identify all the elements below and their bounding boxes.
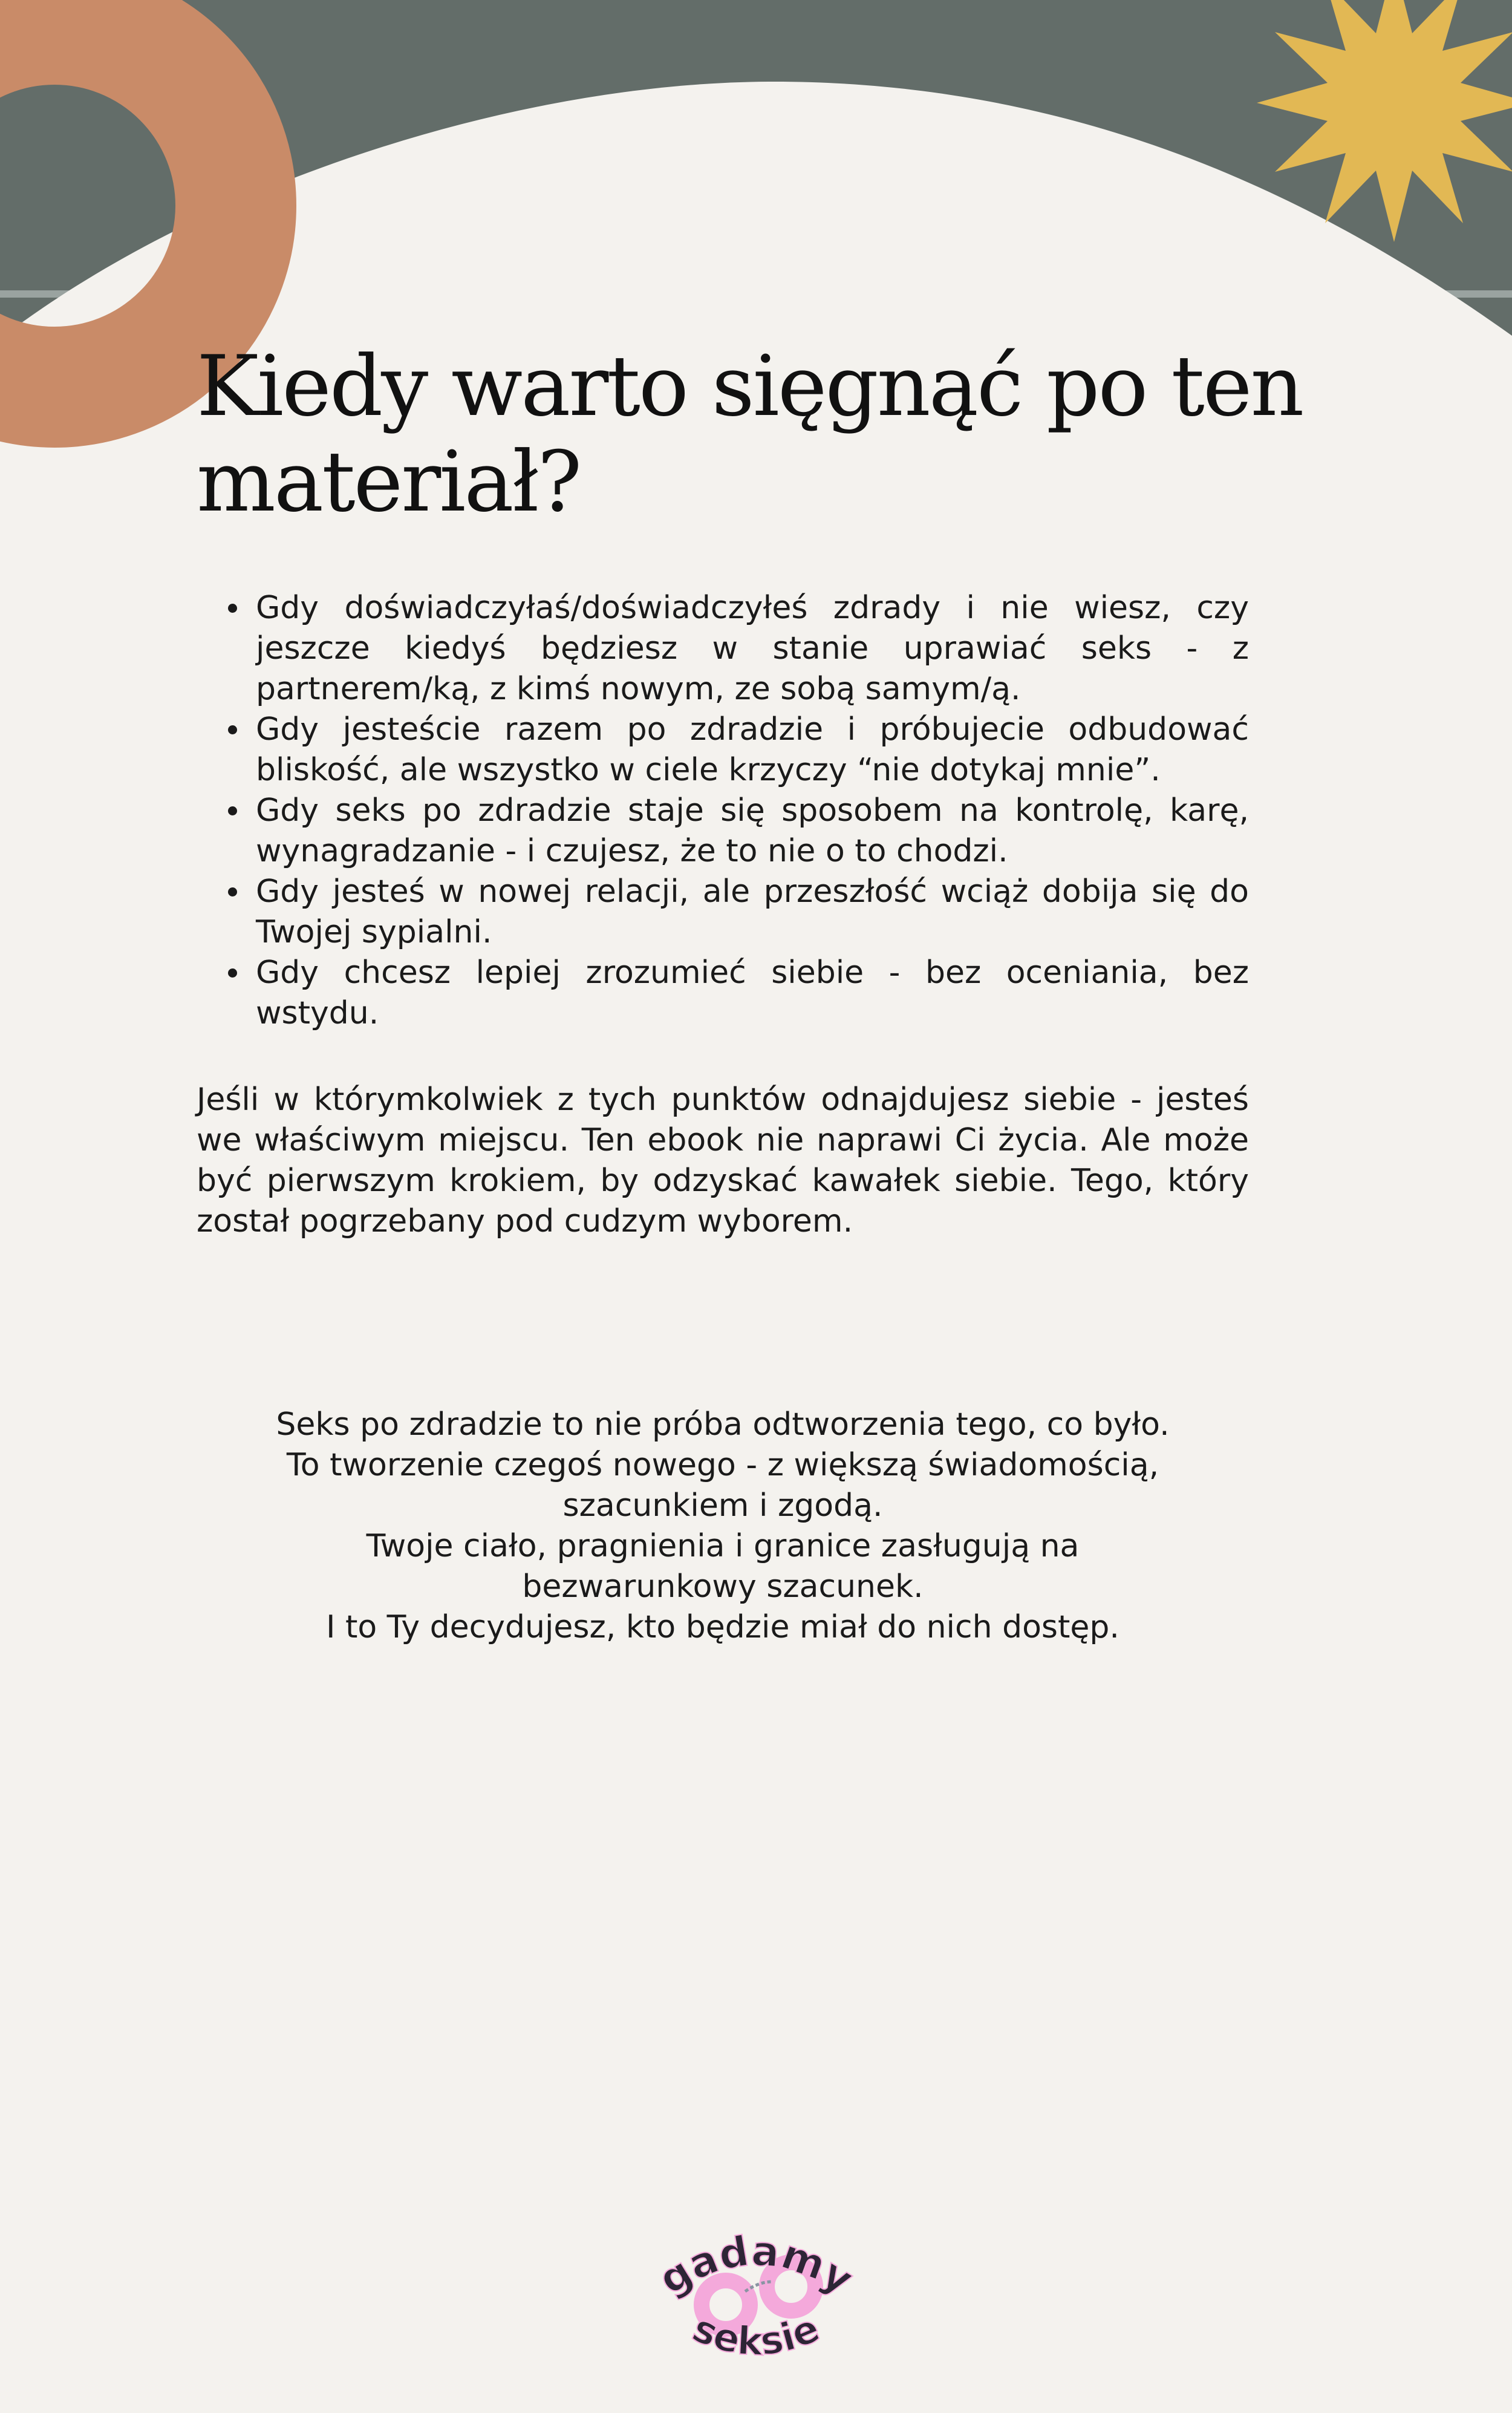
closing-statement: [181, 1405, 1264, 1648]
title-line-2: materiał?: [197, 433, 581, 531]
bullet-list: [197, 588, 1249, 1034]
body-paragraph: Jeśli w którymkolwiek z tych punktów odnajdujesz siebie - jesteś we właściwym miejscu. Ten ebook nie naprawi Ci życia. Ale może być pierwszym krokiem, by odzyskać kawałek siebie. Tego, który został pogrzebany pod cudzym wyborem.: [197, 1082, 1249, 1239]
closing-line: bezwarunkowy szacunek.: [522, 1569, 924, 1605]
closing-line: szacunkiem i zgodą.: [562, 1487, 883, 1524]
closing-line: To tworzenie czegoś nowego - z większą świadomością,: [286, 1447, 1159, 1483]
logo-word-top: gadamy: [651, 2227, 862, 2305]
bullet-item: Gdy doświadczyłaś/doświadczyłeś zdrady i nie wiesz, czy jeszcze kiedyś będziesz w stanie uprawiać seks - z partnerem/ką, z kimś nowym, ze sobą samym/ą.: [197, 588, 1249, 710]
gadamy-seksie-logo: [641, 2214, 871, 2383]
bullet-item: Gdy chcesz lepiej zrozumieć siebie - bez oceniania, bez wstydu.: [197, 953, 1249, 1034]
closing-line: Twoje ciało, pragnienia i granice zasługują na: [366, 1528, 1080, 1564]
closing-line: Seks po zdradzie to nie próba odtworzenia tego, co było.: [276, 1406, 1170, 1443]
bullet-item: Gdy seks po zdradzie staje się sposobem na kontrolę, karę, wynagradzanie - i czujesz, że to nie o to chodzi.: [197, 791, 1249, 872]
logo-word-bottom: seksie: [686, 2305, 826, 2365]
title-line-1: Kiedy warto sięgnąć po ten: [197, 338, 1303, 435]
bullet-item: Gdy jesteś w nowej relacji, ale przeszłość wciąż dobija się do Twojej sypialni.: [197, 872, 1249, 953]
bullet-item: Gdy jesteście razem po zdradzie i próbujecie odbudować bliskość, ale wszystko w ciele krzyczy “nie dotykaj mnie”.: [197, 710, 1249, 791]
page-title: [197, 339, 1346, 530]
closing-line: I to Ty decydujesz, kto będzie miał do nich dostęp.: [326, 1609, 1119, 1645]
